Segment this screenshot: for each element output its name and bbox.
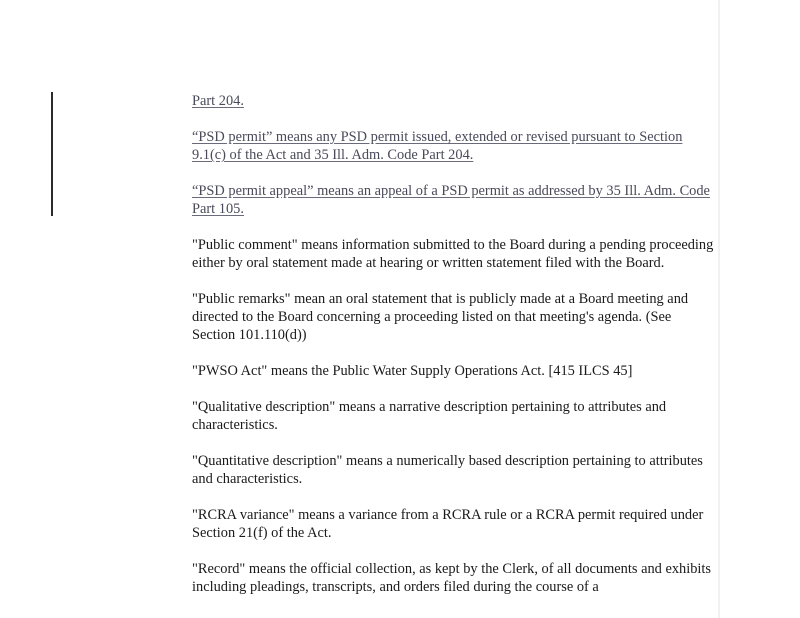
definition-record: "Record" means the official collection, as kept by the Clerk, of all documents and exhibits including pleadings, transcripts, and orders filed during the course of a xyxy=(192,561,712,595)
document-body xyxy=(192,92,716,596)
definition-psd-permit: “PSD permit” means any PSD permit issued, extended or revised pursuant to Section 9.1(c) of the Act and 35 Ill. Adm. Code Part 204. xyxy=(192,129,683,163)
revision-change-bar xyxy=(51,92,53,216)
definition-quantitative-description: "Quantitative description" means a numerically based description pertaining to attributes and characteristics. xyxy=(192,453,703,487)
page-edge xyxy=(718,0,720,618)
definition-qualitative-description: "Qualitative description" means a narrative description pertaining to attributes and characteristics. xyxy=(192,399,667,433)
definition-public-remarks: "Public remarks" mean an oral statement that is publicly made at a Board meeting and directed to the Board concerning a proceeding listed on that meeting's agenda. (See Section 101.110(d)) xyxy=(192,291,689,343)
paragraph-part-204-continuation: Part 204. xyxy=(192,93,244,109)
definition-rcra-variance: "RCRA variance" means a variance from a RCRA rule or a RCRA permit required under Section 21(f) of the Act. xyxy=(192,507,704,541)
definition-public-comment: "Public comment" means information submitted to the Board during a pending proceeding either by oral statement made at hearing or written statement filed with the Board. xyxy=(192,237,714,271)
definition-pwso-act: "PWSO Act" means the Public Water Supply Operations Act. [415 ILCS 45] xyxy=(192,363,633,379)
definition-psd-permit-appeal: “PSD permit appeal” means an appeal of a PSD permit as addressed by 35 Ill. Adm. Code Part 105. xyxy=(192,183,710,217)
